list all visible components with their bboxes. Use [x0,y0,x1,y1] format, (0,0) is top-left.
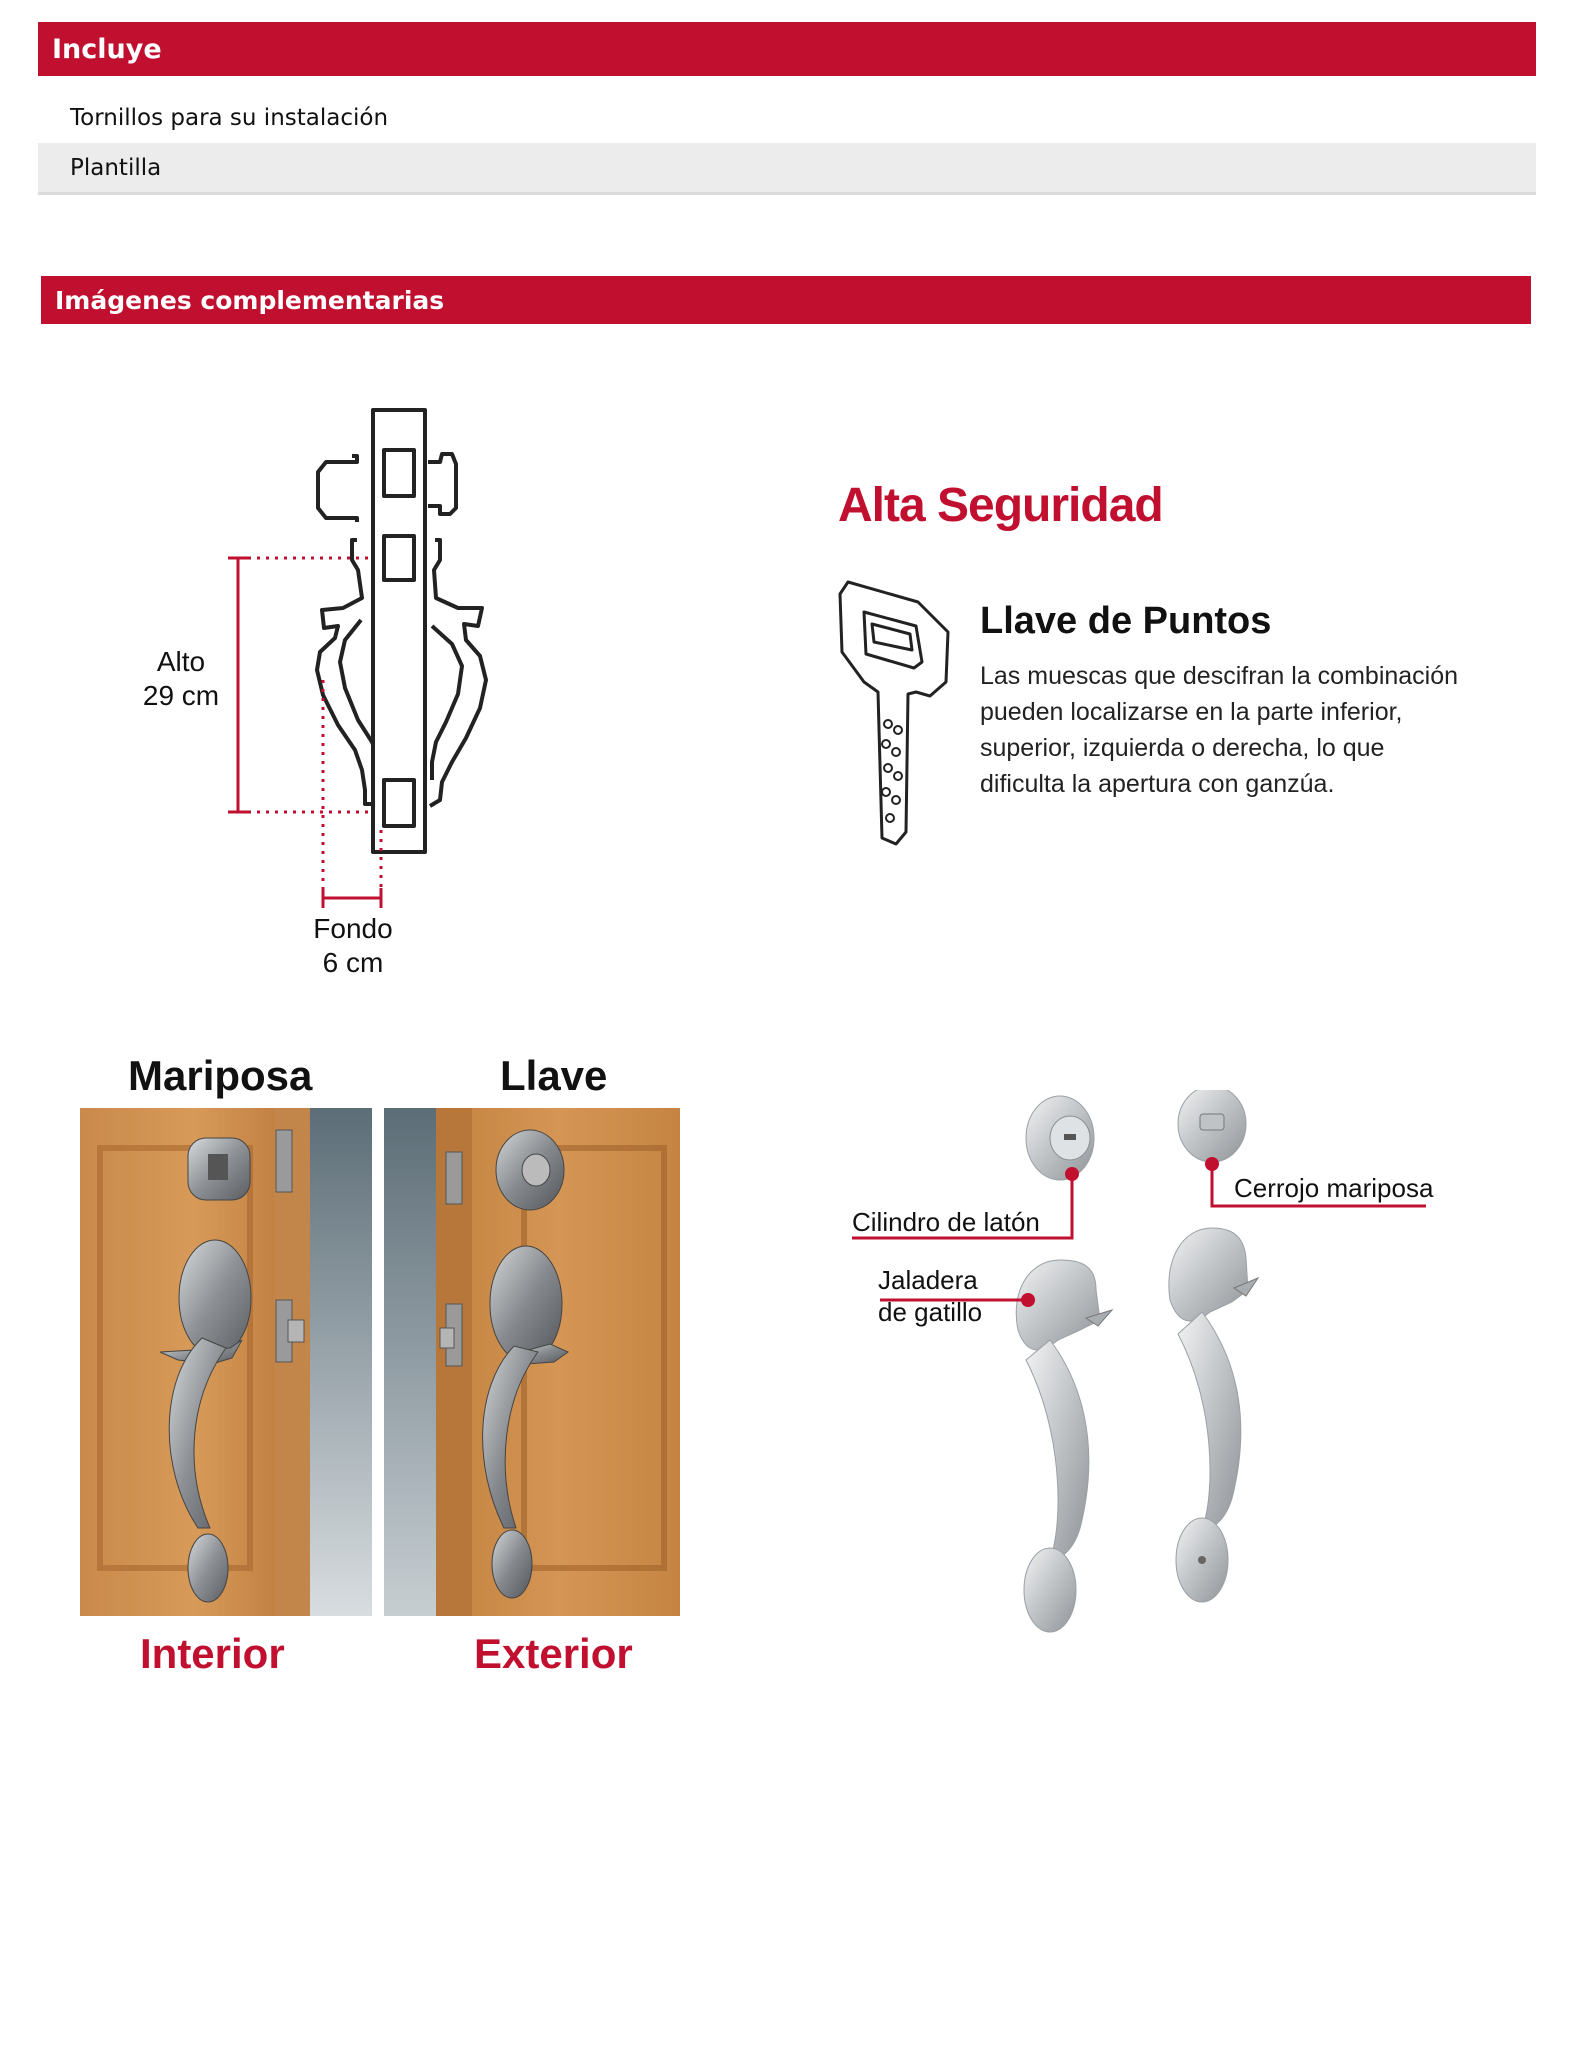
images-title: Imágenes complementarias [55,285,445,315]
depth-label-text: Fondo [313,913,393,944]
door-photo-exterior [384,1108,680,1616]
height-label [121,645,241,713]
butterfly-callout: Cerrojo mariposa [1234,1173,1434,1203]
interior-label: Interior [140,1630,285,1677]
depth-label [293,912,413,980]
key-text-line: pueden localizarse en la parte inferior, [980,698,1403,726]
list-item [38,143,1536,195]
key-icon [838,572,958,852]
height-value-text: 29 cm [142,680,220,711]
key-text-line: superior, izquierda o derecha, lo que [980,734,1385,762]
includes-header [38,22,1536,76]
list-item [38,92,1536,144]
handle-callout-line: de gatillo [878,1297,983,1327]
includes-title: Incluye [52,33,162,65]
key-description [980,658,1458,802]
security-title: Alta Seguridad [838,479,1163,532]
images-header [41,276,1531,324]
door-photo-interior [80,1108,372,1616]
include-item-label: Tornillos para su instalación [70,105,389,131]
cylinder-callout: Cilindro de latón [852,1207,1040,1237]
key-text-line: dificulta la apertura con ganzúa. [980,770,1335,798]
butterfly-side-label: Mariposa [128,1052,313,1099]
handle-callout [878,1264,982,1328]
include-item-label: Plantilla [70,154,162,181]
height-label-text: Alto [156,646,206,677]
key-side-label: Llave [500,1052,608,1099]
key-title: Llave de Puntos [980,600,1272,642]
exterior-label: Exterior [474,1630,633,1677]
key-text-line: Las muescas que descifran la combinación [980,662,1459,690]
handle-callout-line: Jaladera [878,1265,978,1295]
depth-value-text: 6 cm [322,947,384,978]
